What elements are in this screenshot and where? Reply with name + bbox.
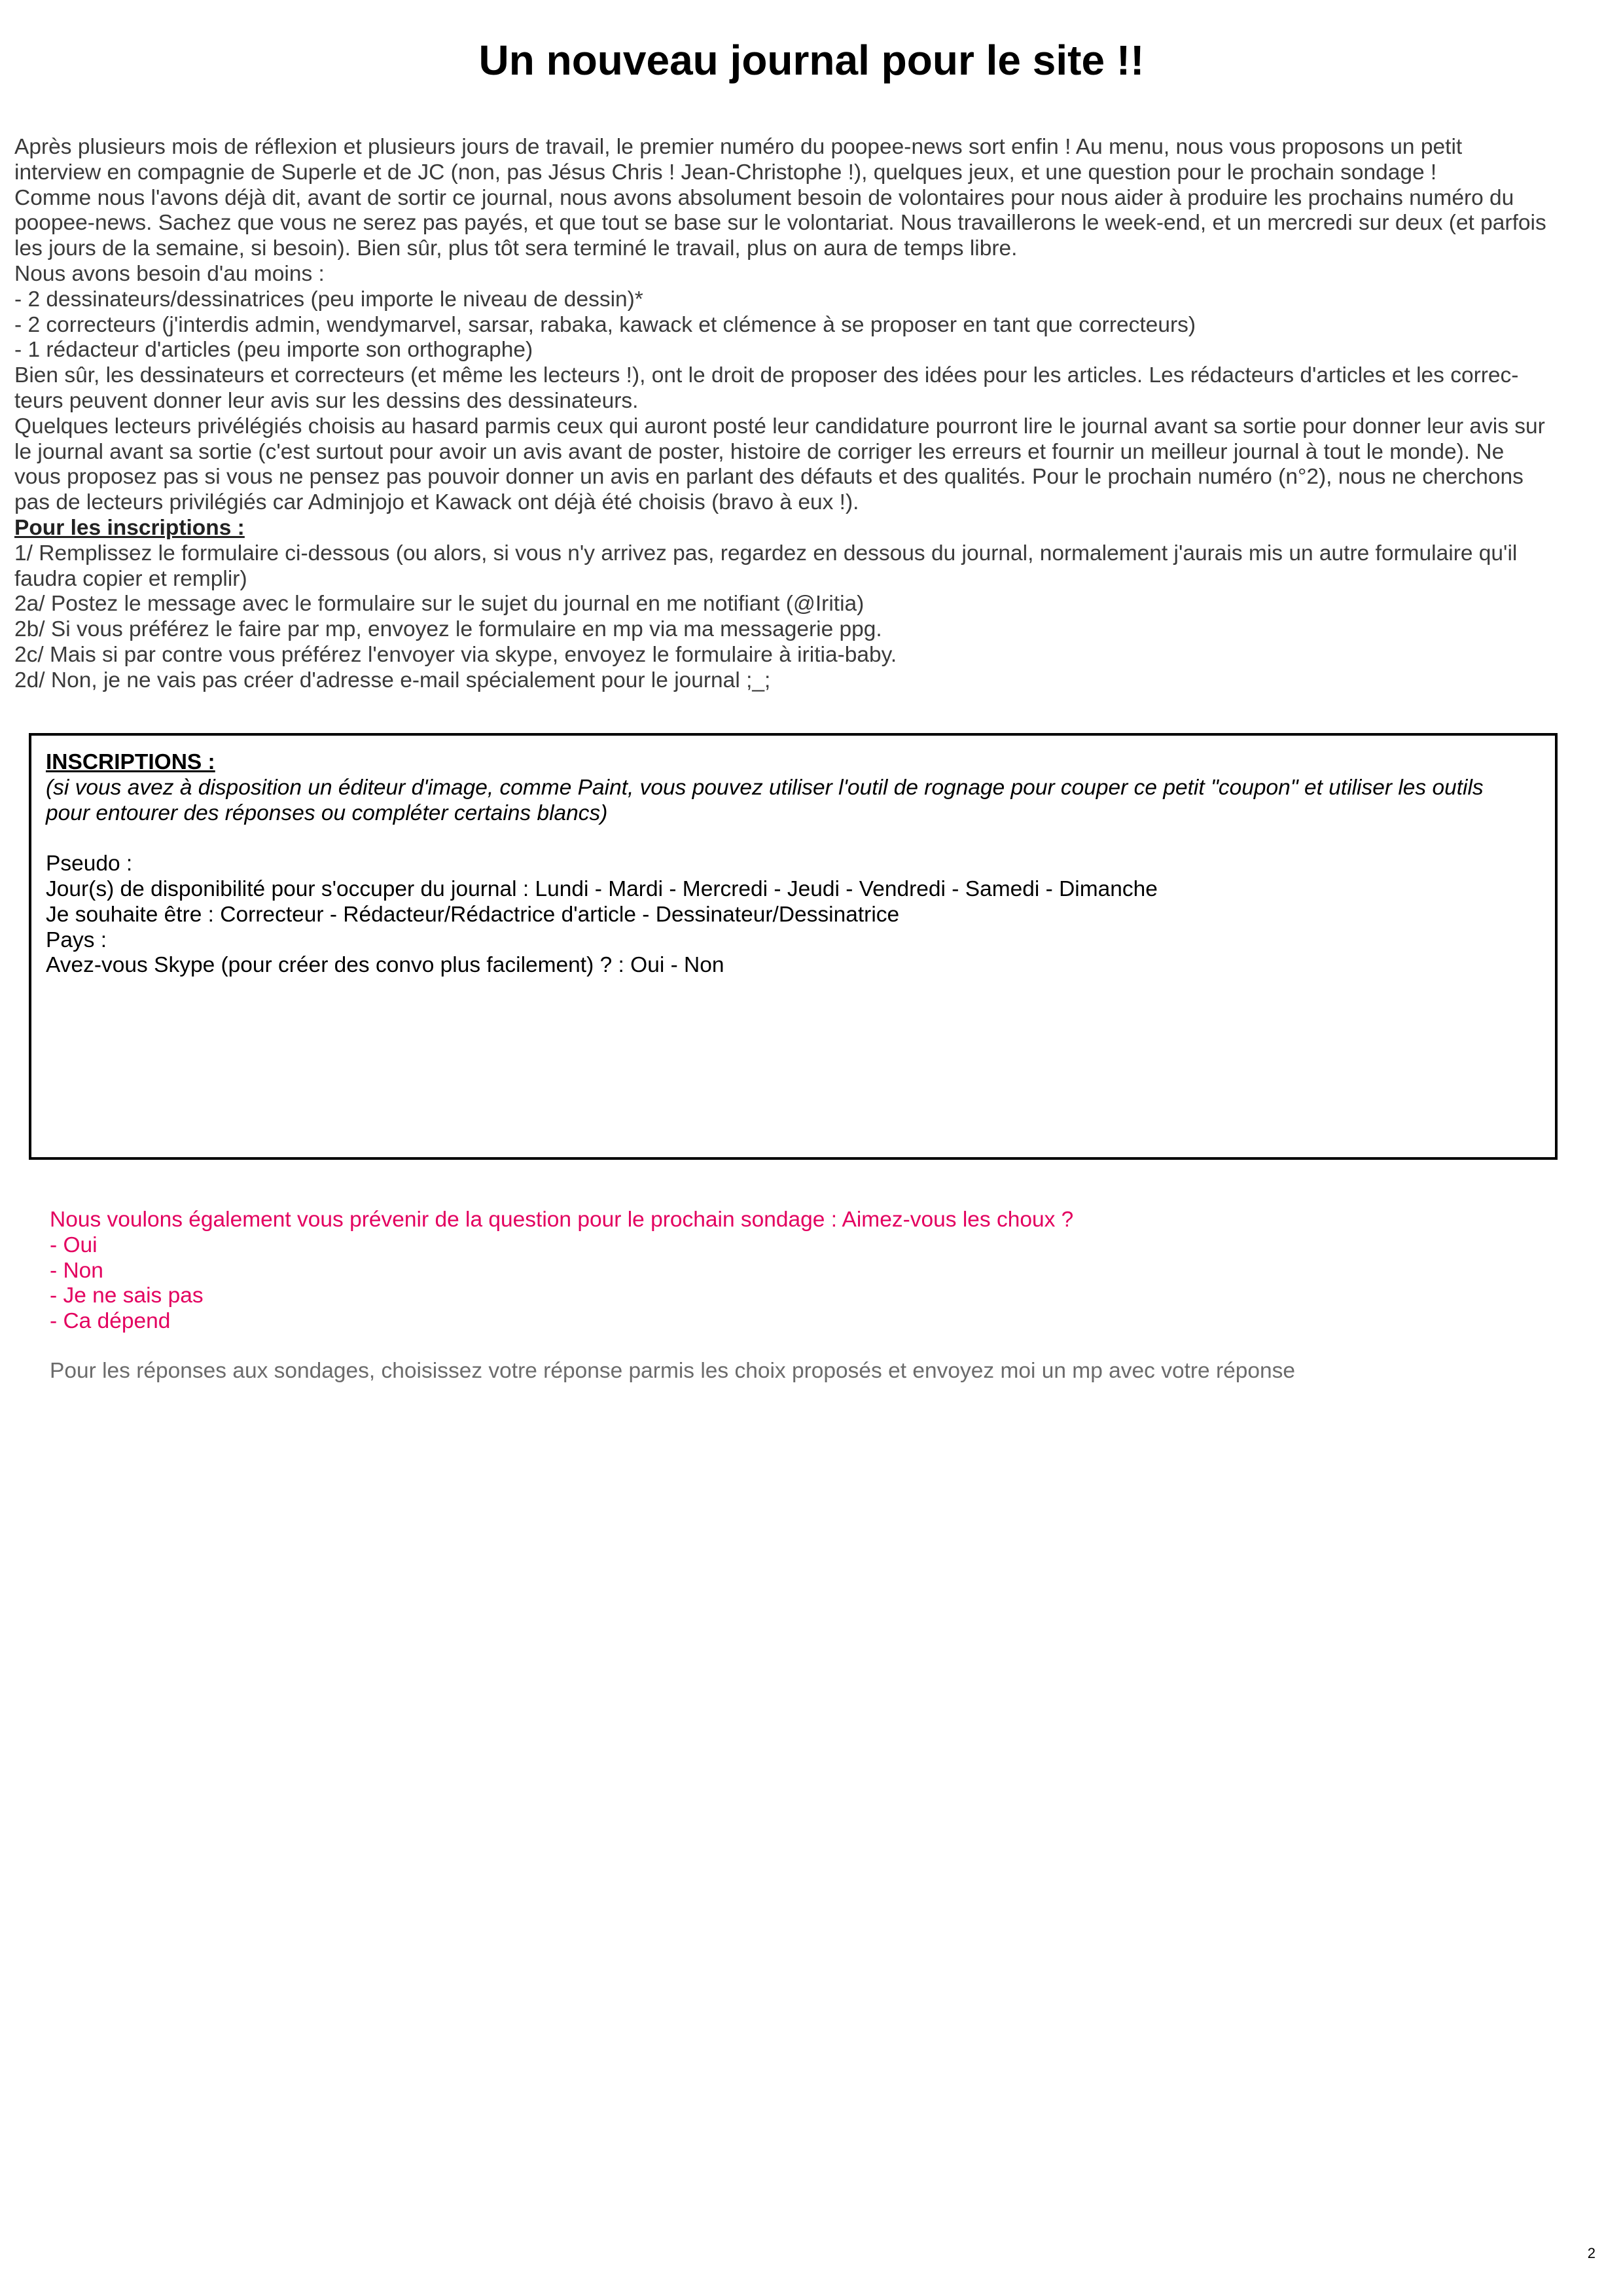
poll-option: - Je ne sais pas — [50, 1283, 204, 1308]
body-line: - 2 correcteurs (j'interdis admin, wendymarvel, sarsar, rabaka, kawack et clémence à se proposer en tant que correcteurs) — [14, 312, 1196, 337]
step-line: 2c/ Mais si par contre vous préférez l'envoyer via skype, envoyez le formulaire à iritia-baby. — [14, 642, 897, 667]
body-line: Bien sûr, les dessinateurs et correcteurs (et même les lecteurs !), ont le droit de proposer des idées pour les articles. Les rédacteurs d'articles et les correc- — [14, 363, 1519, 388]
inscription-form-box — [29, 733, 1558, 1160]
body-line: interview en compagnie de Superle et de JC (non, pas Jésus Chris ! Jean-Christophe !), quelques jeux, et une question pour le prochain sondage ! — [14, 160, 1437, 185]
form-title: INSCRIPTIONS : — [46, 750, 215, 774]
body-line: - 1 rédacteur d'articles (peu importe son orthographe) — [14, 338, 533, 363]
step-line: 2d/ Non, je ne vais pas créer d'adresse e-mail spécialement pour le journal ;_; — [14, 668, 771, 692]
form-spacer — [46, 826, 1544, 852]
form-field-skype: Avez-vous Skype (pour créer des convo plus facilement) ? : Oui - Non — [46, 953, 724, 978]
body-line: Quelques lecteurs privélégiés choisis au hasard parmis ceux qui auront posté leur candidature pourront lire le journal avant sa sortie pour donner leur avis sur — [14, 414, 1545, 439]
body-line: Comme nous l'avons déjà dit, avant de sortir ce journal, nous avons absolument besoin de volontaires pour nous aider à produire les prochains numéro du — [14, 185, 1514, 210]
form-note-line: (si vous avez à disposition un éditeur d'image, comme Paint, vous pouvez utiliser l'outil de rognage pour couper ce petit "coupon" et utiliser les outils — [46, 775, 1484, 800]
step-line: 2b/ Si vous préférez le faire par mp, envoyez le formulaire en mp via ma messagerie ppg. — [14, 617, 882, 642]
form-field-availability: Jour(s) de disponibilité pour s'occuper du journal : Lundi - Mardi - Mercredi - Jeudi - Vendredi - Samedi - Dimanche — [46, 876, 1158, 901]
body-line: poopee-news. Sachez que vous ne serez pas payés, et que tout se base sur le volontariat. Nous travaillerons le week-end, et un mercredi sur deux (et parfois — [14, 211, 1546, 236]
body-line: les jours de la semaine, si besoin). Bien sûr, plus tôt sera terminé le travail, plus on aura de temps libre. — [14, 236, 1018, 261]
poll-option: - Oui — [50, 1232, 98, 1257]
body-line: vous proposez pas si vous ne pensez pas pouvoir donner un avis en parlant des défauts et des qualités. Pour le prochain numéro (n°2), nous ne cherchons — [14, 465, 1524, 490]
form-note-line: pour entourer des réponses ou compléter certains blancs) — [46, 800, 608, 825]
inscription-form-content — [46, 750, 1544, 978]
body-line: Après plusieurs mois de réflexion et plusieurs jours de travail, le premier numéro du poopee-news sort enfin ! Au menu, nous vous proposons un petit — [14, 135, 1463, 159]
poll-question: Nous voulons également vous prévenir de la question pour le prochain sondage : Aimez-vous les choux ? — [50, 1208, 1074, 1232]
step-line: 2a/ Postez le message avec le formulaire sur le sujet du journal en me notifiant (@Iritia) — [14, 592, 865, 617]
form-field-country: Pays : — [46, 927, 107, 952]
inscriptions-heading: Pour les inscriptions : — [14, 515, 245, 540]
form-field-pseudo: Pseudo : — [46, 852, 133, 876]
poll-option: - Ca dépend — [50, 1309, 171, 1334]
page-number: 2 — [1587, 2245, 1596, 2261]
step-line: faudra copier et remplir) — [14, 566, 247, 591]
body-line: pas de lecteurs privilégiés car Adminjojo et Kawack ont déjà été choisis (bravo à eux !). — [14, 490, 859, 515]
poll-section — [50, 1208, 1555, 1335]
body-line: Nous avons besoin d'au moins : — [14, 261, 325, 286]
step-line: 1/ Remplissez le formulaire ci-dessous (ou alors, si vous n'y arrivez pas, regardez en dessous du journal, normalement j'aurais mis un autre formulaire qu'il — [14, 541, 1518, 565]
form-field-role: Je souhaite être : Correcteur - Rédacteur/Rédactrice d'article - Dessinateur/Dessinatrice — [46, 902, 900, 927]
article-body — [14, 135, 1611, 694]
poll-note: Pour les réponses aux sondages, choisissez votre réponse parmis les choix proposés et envoyez moi un mp avec votre réponse — [50, 1359, 1296, 1383]
page-title: Un nouveau journal pour le site !! — [478, 37, 1145, 84]
poll-option: - Non — [50, 1258, 103, 1283]
body-line: le journal avant sa sortie (c'est surtout pour avoir un avis avant de poster, histoire de corriger les erreurs et fournir un meilleur journal à tout le monde). Ne — [14, 439, 1505, 464]
body-line: teurs peuvent donner leur avis sur les dessins des dessinateurs. — [14, 388, 639, 413]
body-line: - 2 dessinateurs/dessinatrices (peu importe le niveau de dessin)* — [14, 287, 643, 312]
